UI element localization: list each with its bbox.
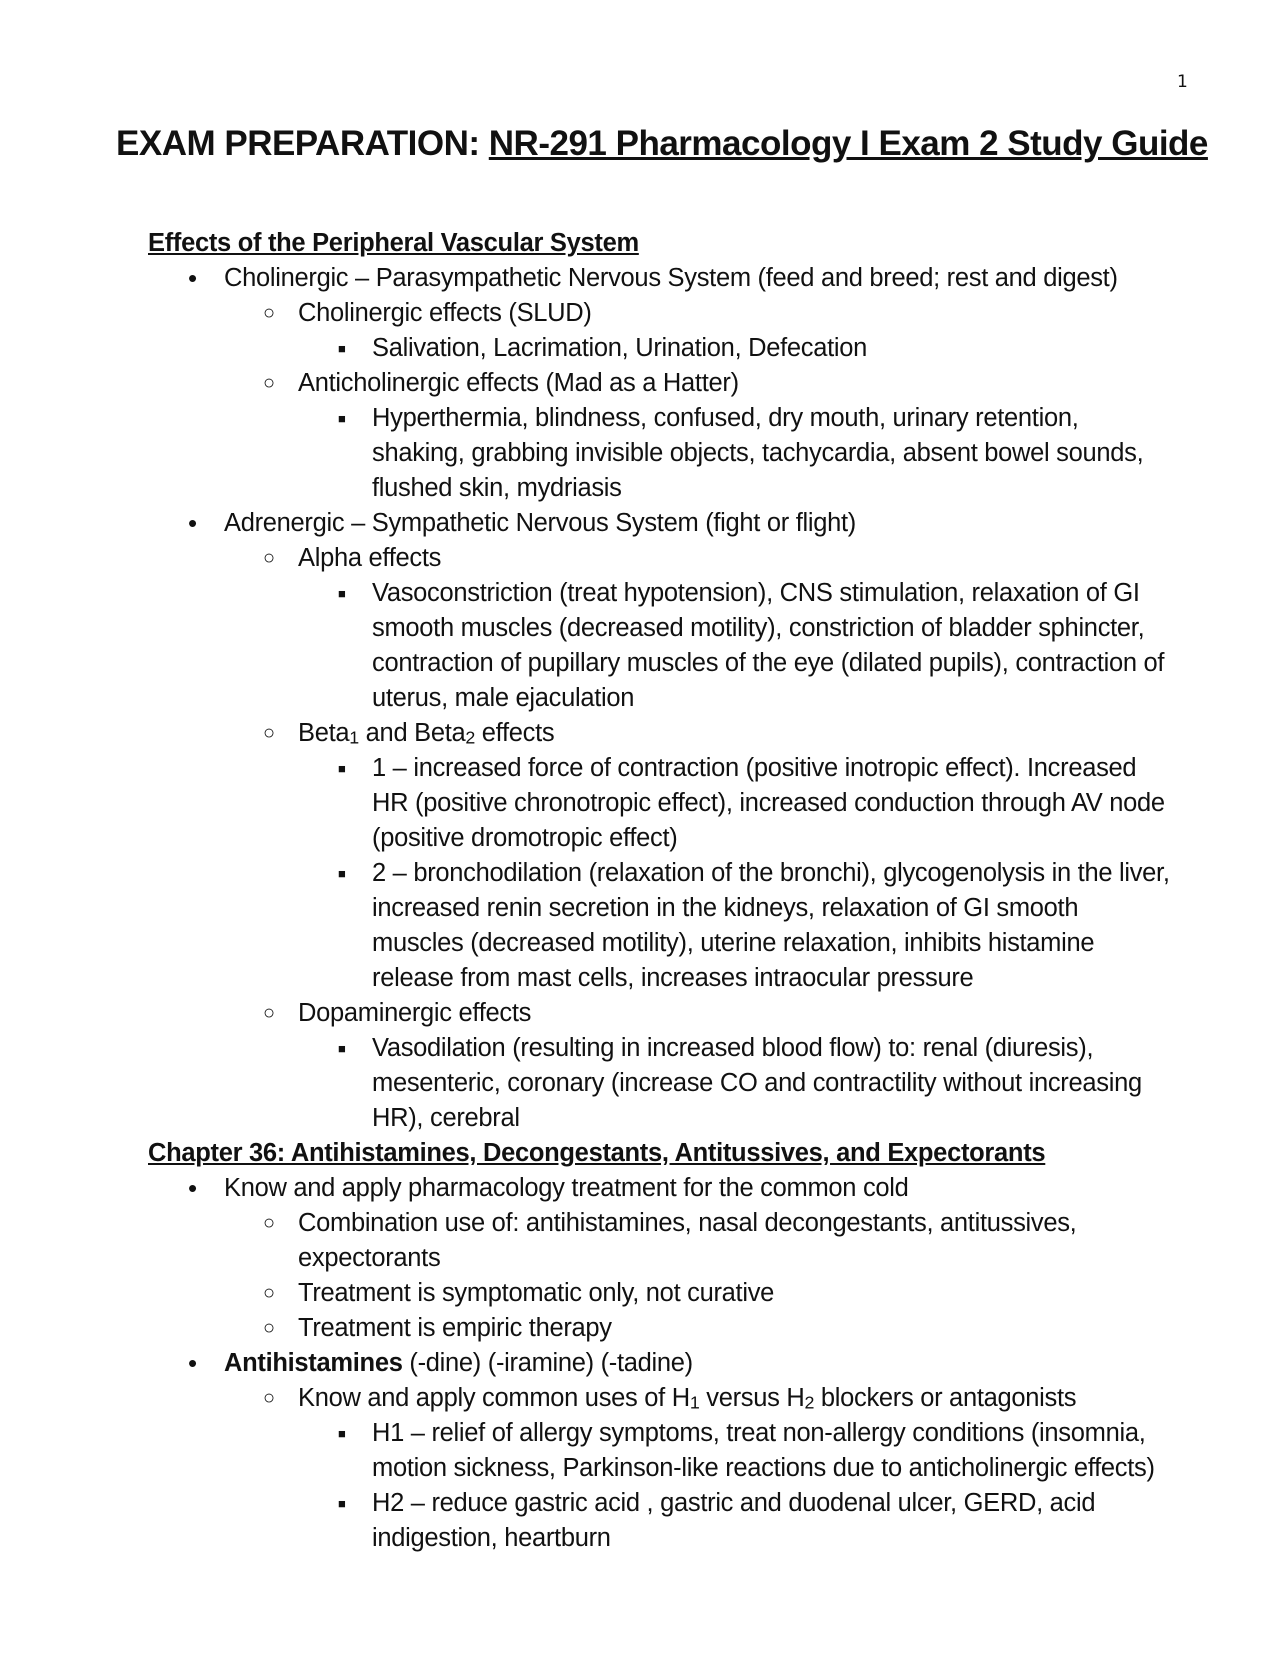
list-item-continuation: (positive dromotropic effect) <box>372 824 678 852</box>
bullet-dot-icon: • <box>188 263 197 293</box>
bullet-circle-icon: ○ <box>263 722 275 744</box>
subscript: 2 <box>465 727 475 748</box>
bullet-circle-icon: ○ <box>263 302 275 324</box>
bullet-square-icon: ■ <box>338 1041 346 1056</box>
bullet-dot-icon: • <box>188 508 197 538</box>
bullet-square-icon: ■ <box>338 761 346 776</box>
list-item-continuation: HR), cerebral <box>372 1104 520 1132</box>
bullet-dot-icon: • <box>188 1348 197 1378</box>
list-item-alpha-detail <box>148 576 1208 611</box>
item-text: Hyperthermia, blindness, confused, dry mouth, urinary retention, <box>372 404 1079 432</box>
list-item-continuation: muscles (decreased motility), uterine relaxation, inhibits histamine <box>372 929 1095 957</box>
text-part: Know and apply common uses of H <box>298 1384 690 1412</box>
title-prefix: EXAM PREPARATION: <box>116 124 489 163</box>
bullet-circle-icon: ○ <box>263 1317 275 1339</box>
list-item-continuation: flushed skin, mydriasis <box>372 474 622 502</box>
item-text: Dopaminergic effects <box>298 999 532 1027</box>
list-item-alpha <box>148 541 1208 576</box>
item-text: Treatment is symptomatic only, not curative <box>298 1279 775 1307</box>
bullet-dot-icon: • <box>188 1173 197 1203</box>
item-text-bold: Antihistamines <box>224 1349 403 1377</box>
item-text: (-dine) (-iramine) (-tadine) <box>402 1349 693 1377</box>
list-item-continuation: uterus, male ejaculation <box>372 684 635 712</box>
list-item-beta1-detail <box>148 751 1208 786</box>
item-text: H2 – reduce gastric acid , gastric and duodenal ulcer, GERD, acid <box>372 1489 1096 1517</box>
list-item-slud-detail <box>148 331 1208 366</box>
item-text: 2 – bronchodilation (relaxation of the bronchi), glycogenolysis in the liver, <box>372 859 1170 887</box>
document-body <box>148 226 1208 1556</box>
list-item-empiric <box>148 1311 1208 1346</box>
item-text: Adrenergic – Sympathetic Nervous System (fight or flight) <box>224 509 856 537</box>
list-item-continuation: contraction of pupillary muscles of the eye (dilated pupils), contraction of <box>372 649 1165 677</box>
list-item-continuation: release from mast cells, increases intraocular pressure <box>372 964 974 992</box>
page-number: 1 <box>1177 72 1188 92</box>
item-text: Anticholinergic effects (Mad as a Hatter) <box>298 369 739 397</box>
item-text: Combination use of: antihistamines, nasal decongestants, antitussives, <box>298 1209 1077 1237</box>
text-part: versus H <box>699 1384 805 1412</box>
item-text: H1 – relief of allergy symptoms, treat non-allergy conditions (insomnia, <box>372 1419 1146 1447</box>
list-item-common-cold <box>148 1171 1208 1206</box>
subscript: 1 <box>349 727 359 748</box>
list-item-mad-hatter <box>148 366 1208 401</box>
list-item-continuation: smooth muscles (decreased motility), constriction of bladder sphincter, <box>372 614 1145 642</box>
bullet-circle-icon: ○ <box>263 1002 275 1024</box>
list-item-continuation: shaking, grabbing invisible objects, tachycardia, absent bowel sounds, <box>372 439 1144 467</box>
title-main: NR-291 Pharmacology I Exam 2 Study Guide <box>488 124 1208 163</box>
item-text: Cholinergic effects (SLUD) <box>298 299 592 327</box>
item-text: 1 – increased force of contraction (positive inotropic effect). Increased <box>372 754 1137 782</box>
item-text: Know and apply pharmacology treatment for the common cold <box>224 1174 909 1202</box>
bullet-square-icon: ■ <box>338 1426 346 1441</box>
list-item-h2-detail <box>148 1486 1208 1521</box>
text-part: and Beta <box>358 719 466 747</box>
list-item-slud <box>148 296 1208 331</box>
bullet-circle-icon: ○ <box>263 372 275 394</box>
text-part: effects <box>475 719 555 747</box>
list-item-beta <box>148 716 1208 751</box>
bullet-square-icon: ■ <box>338 1496 346 1511</box>
item-text: Vasoconstriction (treat hypotension), CNS stimulation, relaxation of GI <box>372 579 1140 607</box>
item-text <box>298 1384 1076 1412</box>
bullet-circle-icon: ○ <box>263 1212 275 1234</box>
list-item-continuation: motion sickness, Parkinson-like reactions due to anticholinergic effects) <box>372 1454 1155 1482</box>
list-item-cholinergic <box>148 261 1208 296</box>
list-item-continuation: increased renin secretion in the kidneys, relaxation of GI smooth <box>372 894 1079 922</box>
bullet-circle-icon: ○ <box>263 547 275 569</box>
list-item-continuation: mesenteric, coronary (increase CO and contractility without increasing <box>372 1069 1142 1097</box>
list-item-h-blockers <box>148 1381 1208 1416</box>
list-item-continuation: expectorants <box>298 1244 441 1272</box>
bullet-circle-icon: ○ <box>263 1387 275 1409</box>
item-text: Vasodilation (resulting in increased blood flow) to: renal (diuresis), <box>372 1034 1094 1062</box>
list-item-continuation: indigestion, heartburn <box>372 1524 611 1552</box>
subscript: 1 <box>689 1392 700 1413</box>
list-item-adrenergic <box>148 506 1208 541</box>
list-item-continuation: HR (positive chronotropic effect), increased conduction through AV node <box>372 789 1165 817</box>
section-heading-chapter36: Chapter 36: Antihistamines, Decongestants, Antitussives, and Expectorants <box>148 1139 1046 1167</box>
bullet-square-icon: ■ <box>338 586 346 601</box>
bullet-circle-icon: ○ <box>263 1282 275 1304</box>
item-text: Treatment is empiric therapy <box>298 1314 612 1342</box>
item-text <box>298 719 554 747</box>
section-heading-peripheral: Effects of the Peripheral Vascular System <box>148 229 639 257</box>
list-item-antihistamines <box>148 1346 1208 1381</box>
text-part: blockers or antagonists <box>814 1384 1077 1412</box>
item-text: Cholinergic – Parasympathetic Nervous System (feed and breed; rest and digest) <box>224 264 1118 292</box>
list-item-dopa-detail <box>148 1031 1208 1066</box>
bullet-square-icon: ■ <box>338 341 346 356</box>
list-item-mad-detail <box>148 401 1208 436</box>
item-text: Salivation, Lacrimation, Urination, Defecation <box>372 334 868 362</box>
list-item-combination <box>148 1206 1208 1241</box>
list-item-beta2-detail <box>148 856 1208 891</box>
list-item-h1-detail <box>148 1416 1208 1451</box>
list-item-symptomatic <box>148 1276 1208 1311</box>
text-part: Beta <box>298 719 350 747</box>
bullet-square-icon: ■ <box>338 866 346 881</box>
bullet-square-icon: ■ <box>338 411 346 426</box>
list-item-dopaminergic <box>148 996 1208 1031</box>
subscript: 2 <box>804 1392 815 1413</box>
item-text: Alpha effects <box>298 544 442 572</box>
page-title <box>116 124 1236 164</box>
